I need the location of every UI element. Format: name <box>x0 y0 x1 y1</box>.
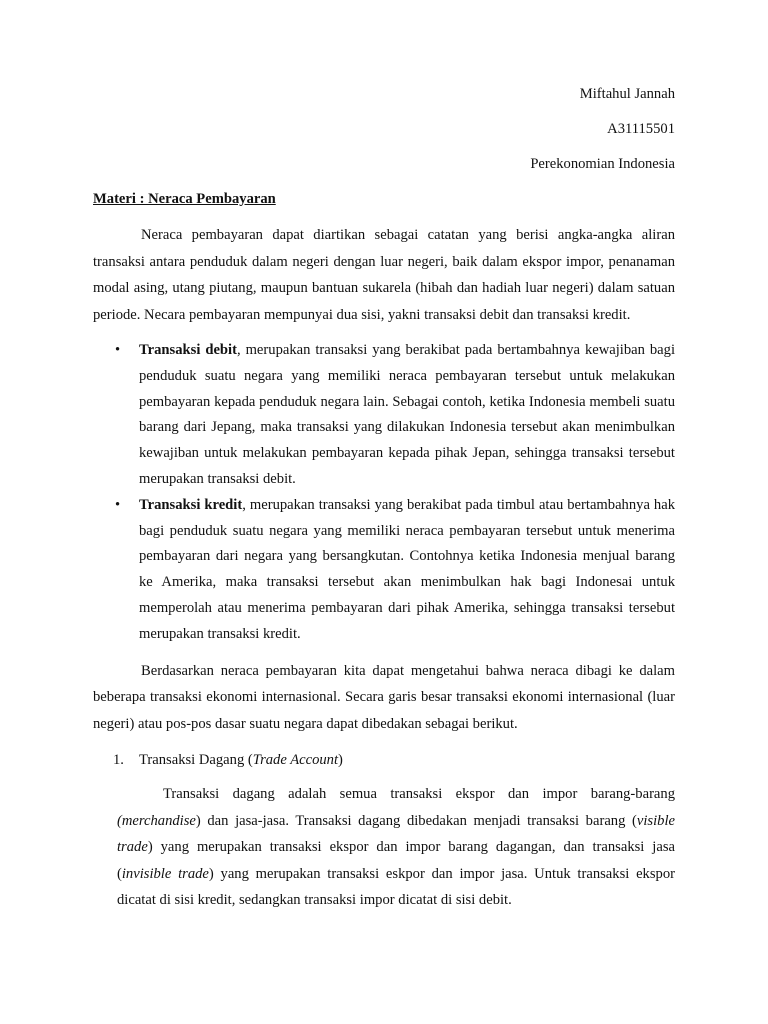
bullet-text: , merupakan transaksi yang berakibat pada bertambahnya kewajiban bagi penduduk suatu negara yang memiliki neraca pembayaran tersebut untuk melakukan pembayaran kepada penduduk negara lain. Sebagai contoh, ketika Indonesia membeli suatu barang dari Jepang, maka transaksi yang dilakukan Indonesia tersebut akan menimbulkan kewajiban untuk melakukan pembayaran kepada pihak Jepan, sehingga transaksi tersebut merupakan transaksi debit. <box>139 342 676 487</box>
paragraph-two: Berdasarkan neraca pembayaran kita dapat mengetahui bahwa neraca dibagi ke dalam beberapa transaksi ekonomi internasional. Secara garis besar transaksi ekonomi internasional (luar negeri) atau pos-pos dasar suatu negara dapat dibedakan sebagai berikut. <box>93 662 675 732</box>
section-body <box>93 781 675 914</box>
body-italic: invisible trade <box>121 865 209 882</box>
body-text: ) dan jasa-jasa. Transaksi dagang dibedakan menjadi transaksi barang ( <box>195 812 637 829</box>
body-text: Transaksi dagang adalah semua transaksi ekspor dan impor barang-barang <box>163 786 675 803</box>
student-id: A31115501 <box>607 121 675 137</box>
intro-paragraph: Neraca pembayaran dapat diartikan sebagai catatan yang berisi angka-angka aliran transaksi antara penduduk dalam negeri dengan luar negeri, baik dalam ekspor impor, penanaman modal asing, utang piutang, maupun bantuan sukarela (hibah dan hadiah luar negeri) dalam satuan periode. Necara pembayaran mempunyai dua sisi, yakni transaksi debit dan transaksi kredit. <box>93 227 675 323</box>
bullet-marker: • <box>115 496 121 513</box>
body-italic: (merchandise <box>117 812 196 829</box>
body-text: ) yang merupakan transaksi eskpor dan impor jasa. Untuk transaksi ekspor dicatat di sisi kredit, sedangkan transaksi impor dicatat di sisi debit. <box>117 865 675 909</box>
list-item <box>93 338 675 493</box>
header-block <box>93 86 675 173</box>
bullet-text: , merupakan transaksi yang berakibat pada timbul atau bertambahnya hak bagi penduduk suatu negara yang memiliki neraca pembayaran tersebut untuk menerima pembayaran dari negara yang bersangkutan. Contohnya ketika Indonesia menjual barang ke Amerika, maka transaksi tersebut akan menimbulkan hak bagi Indonesai untuk memperolah atau menerima pembayaran dari pihak Amerika, sehingga transaksi tersebut merupakan transaksi kredit. <box>139 496 675 642</box>
section-title-prefix: Transaksi Dagang ( <box>139 752 253 769</box>
body-text: ) yang merupakan transaksi ekspor dan impor barang dagangan, dan transaksi jasa ( <box>117 839 675 882</box>
bullet-marker: • <box>115 342 121 358</box>
bullet-list <box>93 338 675 648</box>
document-title: Materi : Neraca Pembayaran <box>93 191 276 207</box>
section-title-suffix: ) <box>338 752 343 769</box>
course-name: Perekonomian Indonesia <box>530 156 675 172</box>
bullet-term: Transaksi debit <box>139 342 237 358</box>
section-title-italic: Trade Account <box>252 752 339 769</box>
bullet-term: Transaksi kredit <box>139 496 243 513</box>
author-name: Miftahul Jannah <box>579 86 675 102</box>
section-number: 1. <box>113 752 124 769</box>
body-italic: visible trade <box>117 812 675 856</box>
list-item <box>93 493 675 648</box>
section-heading <box>93 747 675 773</box>
